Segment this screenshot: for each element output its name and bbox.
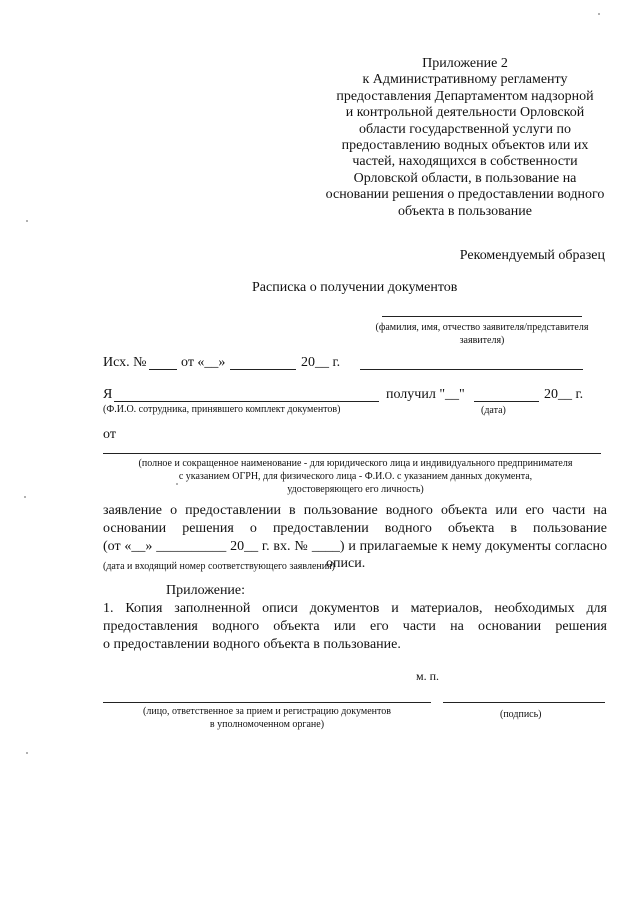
body-line-tail: описи.: [326, 556, 366, 571]
caption-line: (фамилия, имя, отчество заявителя/представителя: [375, 322, 589, 333]
official-name-field[interactable]: [103, 702, 431, 703]
signature-caption: (подпись): [500, 709, 542, 720]
signature-field[interactable]: [443, 702, 605, 703]
appendix-line: объекта в пользование: [398, 203, 532, 219]
from-label: от: [103, 427, 116, 442]
scan-speck: [26, 752, 28, 754]
official-caption: [103, 705, 431, 731]
ref-from-label: от «__»: [181, 355, 226, 370]
document-title: Расписка о получении документов: [252, 280, 458, 295]
ref-number-field[interactable]: [149, 369, 177, 370]
caption-line: (полное и сокращенное наименование - для юридического лица и индивидуального предпринимателя: [138, 458, 573, 469]
appendix-line: и контрольной деятельности Орловской: [345, 105, 585, 121]
caption-line: с указанием ОГРН, для физического лица - Ф.И.О. с указанием данных документа,: [178, 471, 533, 482]
scan-speck: [26, 220, 28, 222]
caption-line: заявителя): [459, 335, 505, 346]
body-line: заявление о предоставлении в пользование водного объекта или его части на: [103, 503, 607, 518]
body-line: (от «__» __________ 20__ г. вх. № ____) и прилагаемые к нему документы согласно: [103, 539, 607, 554]
appendix-line: предоставления Департаментом надзорной: [336, 88, 594, 104]
scan-speck: [176, 483, 178, 485]
ref-date-field[interactable]: [230, 369, 296, 370]
ref-extra-field[interactable]: [360, 369, 583, 370]
organization-field[interactable]: [103, 453, 601, 454]
attachment-line: предоставления водного объекта или его части на основании решения: [103, 619, 607, 634]
date-caption: (дата): [481, 405, 506, 416]
organization-caption: [103, 457, 608, 496]
caption-line: удостоверяющего его личность): [287, 484, 424, 495]
employee-name-field[interactable]: [114, 401, 379, 402]
attachment-line: о предоставлении водного объекта в пользование.: [103, 637, 401, 652]
scan-speck: [598, 13, 600, 15]
appendix-line: частей, находящихся в собственности: [352, 154, 578, 170]
applicant-name-field[interactable]: [382, 316, 582, 317]
appendix-line: области государственной услуги по: [358, 121, 571, 137]
appendix-header: [300, 56, 630, 220]
employee-caption: (Ф.И.О. сотрудника, принявшего комплект документов): [103, 404, 341, 415]
receiver-i-label: Я: [103, 387, 113, 402]
appendix-line: предоставлению водных объектов или их: [341, 138, 589, 154]
applicant-caption: [366, 321, 598, 347]
appendix-line: Орловской области, в пользование на: [353, 170, 577, 186]
received-date-field[interactable]: [474, 401, 539, 402]
caption-line: в уполномоченном органе): [209, 719, 325, 730]
appendix-line: основании решения о предоставлении водного: [325, 187, 605, 203]
application-caption: (дата и входящий номер соответствующего заявления): [103, 561, 336, 572]
appendix-line: Приложение 2: [422, 56, 508, 71]
attachment-title: Приложение:: [166, 583, 246, 598]
caption-line: (лицо, ответственное за прием и регистрацию документов: [143, 706, 391, 717]
body-line: основании решения о предоставлении водного объекта в пользование: [103, 521, 607, 536]
sample-label: Рекомендуемый образец: [459, 248, 605, 263]
ref-year-label: 20__ г.: [301, 355, 341, 370]
appendix-line: к Административному регламенту: [362, 72, 568, 88]
received-year-label: 20__ г.: [544, 387, 584, 402]
received-label: получил "__": [386, 387, 465, 402]
stamp-label: м. п.: [416, 669, 440, 683]
scan-speck: [24, 496, 26, 498]
ref-number-label: Исх. №: [103, 355, 147, 370]
attachment-line: 1. Копия заполненной описи документов и материалов, необходимых для: [103, 601, 607, 616]
